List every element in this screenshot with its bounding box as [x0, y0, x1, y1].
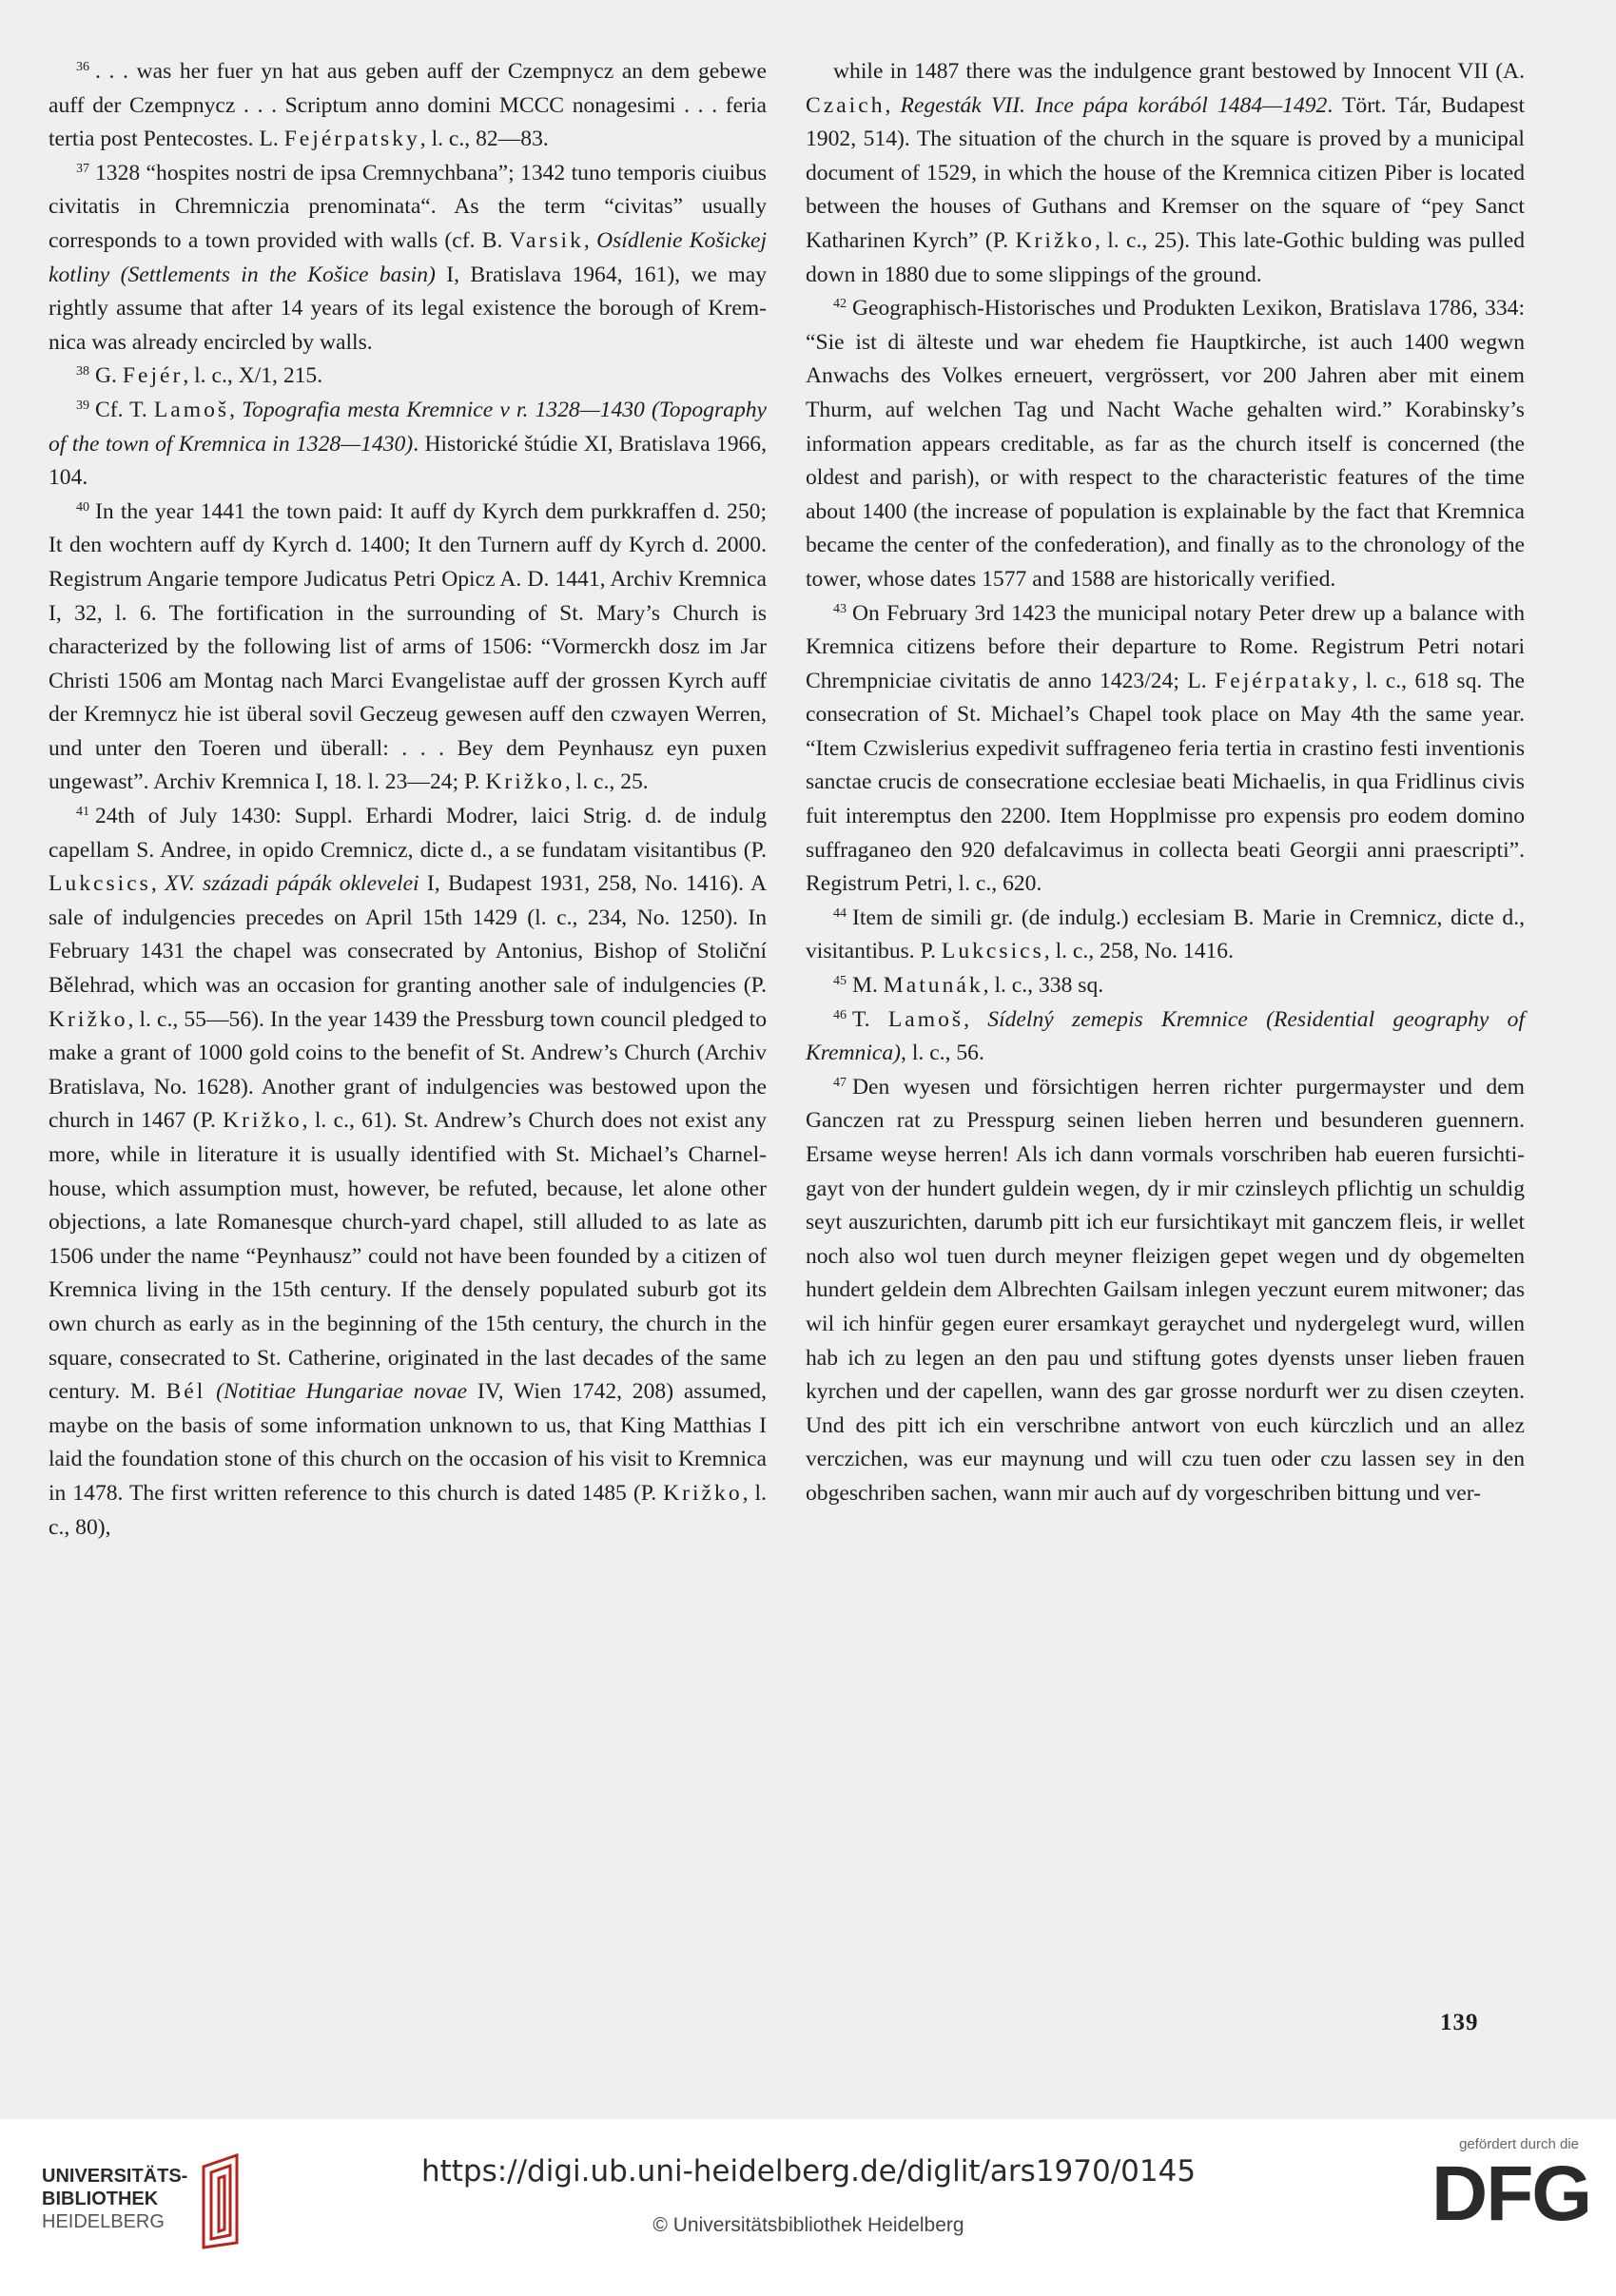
footnote: [49, 496, 767, 800]
footnote-number: 41: [76, 805, 89, 820]
footnote: [806, 969, 1525, 1003]
author-name: Lukcsics: [941, 939, 1044, 964]
author-name: Bél: [165, 1379, 206, 1405]
footnote-text: , l. c., 56.: [901, 1041, 984, 1066]
author-name: Matunák: [883, 973, 983, 999]
footnote-text: On February 3rd 1423 the municipal notary Peter drew up a balance with Kremnica citizens before their departure to Rome. Registrum Petri notari Chrempniciae civitatis de anno 1423/24; L.: [806, 600, 1525, 693]
footnote-text: In the year 1441 the town paid: It auff dy Kyrch dem purkkraffen d. 250; It den wochtern auff dy Kyrch d. 1400; It den Turnern auff dy Kyrch d. 2000. Registrum Angarie tempore Judicatus Petri Opicz A. D. 1441, Archiv Kremnica I, 32, l. 6. The fortification in the surrounding of St. Mary’s Church is characterized by the following list of arms of 1506: “Vormerckh dosz im Jar Christi 1506 am Montag nach Marci Evangelistae auff der grossen Kyrch auff der Kremnycz hie ist überal sovil Geczeug gewesen auff den czwayen Werren, und unter den Toeren und überall: . . . Bey dem Peynhausz eyn puxen ungewast”. Archiv Kremnica I, 18. l. 23—24; P.: [49, 498, 767, 795]
author-name: Czaich: [806, 92, 886, 118]
footnote-text: , l. c., 80),: [49, 1480, 767, 1540]
footnote-text: 24th of July 1430: Suppl. Erhardi Modrer, laici Strig. d. de indulg capellam S. Andree, in opido Cremnicz, dicte d., a se fundatam visitantibus (P.: [49, 804, 767, 863]
footnote: [806, 1071, 1525, 1511]
footnote: [806, 902, 1525, 969]
author-name: Lamoš: [153, 397, 230, 422]
footnote-number: 36: [76, 60, 89, 74]
footnote-text: I, Bratislava 1964, 161), we may rightly assume that after 14 years of its legal existence the borough of Kremnica was already encircled by walls.: [49, 262, 767, 355]
dfg-logo[interactable]: DFG: [1431, 2150, 1591, 2237]
footnote-number: 45: [833, 974, 847, 989]
footnote-text: , l. c., 25). This late-Gothic bulding was pulled down in 1880 due to some slippings of the ground.: [806, 227, 1526, 287]
author-name: Varsik: [509, 227, 584, 253]
footnote-number: 39: [76, 398, 89, 413]
copyright-notice: © Universitätsbibliothek Heidelberg: [652, 2214, 964, 2236]
footnote: [806, 597, 1525, 902]
footnote: [49, 394, 767, 496]
footnote-text: , l. c., 618 sq. The consecration of St. Michael’s Chapel took place on May 4th the same year. “Item Czwislerius expedivit suffrageneo feria tertia in crastino festi inventionis sanctae crucis de consecratione ecclesiae beati Michaelis, in qua Fridlinus civis fuit interemptus den 2200. Item Hopplmisse pro expensis pro eodem domino suffraganeo den 920 defalcavimus in collecta beati Georgii anni praescripti”. Registrum Petri, l. c., 620.: [806, 668, 1525, 897]
footnote-text: G.: [95, 363, 123, 389]
footnote: [806, 292, 1525, 596]
footnote-text: Item de simili gr. (de indulg.) ecclesiam B. Marie in Cremnicz, dicte d., visitantibus. P.: [806, 905, 1525, 964]
footnote-text: ,: [150, 871, 165, 897]
author-name: Križko: [485, 769, 565, 795]
author-name: Lukcsics: [49, 871, 151, 897]
footnote-text: I, Budapest 1931, 258, No. 1416). A sale of indulgencies precedes on April 15th 1429 (l. c., 234, No. 1250). In February 1431 the chapel was consecrated by Antonius, Bishop of Stoliční Bělehrad, which was an occasion for granting another sale of indulgencies (P.: [49, 871, 767, 999]
author-name: Križko: [223, 1108, 302, 1134]
library-name-line2: BIBLIOTHEK: [42, 2189, 159, 2209]
footnote-text: Den wyesen und försichtigen herren richter purgermayster und dem Ganczen rat zu Presspurg seinen lieben herren und besunderen guennern. Ersame weyse herren! Als ich dann vormals vorschriben hab eueren fursichtigayt von der hundert guldein wegen, dy ir mir czinsleych pflichtig un schuldig seyt auszurichten, darumb pitt ich eur fursichtikayt mit ganczem fleis, ir wellet noch also wol tuen durch meyner fleizigen gepet wegen und dy obgemelten hundert geldein dem Albrechten Gailsam inlegen yeczunt eurem mitwoner; das wil ich hinfür gegen eurer ersamkayt geraychet und nydergelegt wurd, willen hab ich zu legen an den pau und stiftung gotes dyensts unser lieben frauen kyrchen und der capellen, wann des gar grosse nordurft wer zu disen czeyten. Und des pitt ich ein verschribne antwort von euch kürczlich und an allez verczichen, was eur maynung und will czu tuen oder czu lassen sey in den obgeschriben sachen, wann mir auch auf dy vorgeschriben bittung und ver-: [806, 1074, 1525, 1506]
library-name-line1: UNIVERSITÄTS-: [42, 2166, 188, 2187]
footnote: [806, 55, 1525, 292]
footnote: [49, 800, 767, 1545]
footnote-number: 43: [833, 601, 847, 616]
footnote-text: while in 1487 there was the indulgence grant bestowed by Innocent VII (A.: [833, 59, 1525, 84]
footnote-text: , l. c., 82—83.: [419, 126, 549, 152]
author-name: Križko: [663, 1480, 743, 1506]
title-italic: (Notitiae Hungariae novae: [216, 1379, 468, 1405]
funder-note: gefördert durch die: [1459, 2136, 1579, 2152]
footnote: [49, 360, 767, 394]
footnote-text: . Tört. Tár, Budapest 1902, 514). The situation of the church in the square is proved by a municipal document of 1529, in which the house of the Kremnica citizen Piber is located between the houses of Guthans and Kremser on the square of “pey Sanct Katharinen Kyrch” (P.: [806, 92, 1526, 253]
footnote-text: , l. c., 338 sq.: [983, 973, 1104, 999]
title-italic: Regesták VII. Ince pápa korából 1484—1492: [900, 92, 1328, 118]
title-italic: Osídlenie Košickej kotliny (Settlements in the Košice basin): [49, 227, 767, 287]
footnote-text: M.: [852, 973, 884, 999]
footnote-text: , l. c., X/1, 215.: [183, 363, 323, 389]
page-number: 139: [1440, 2010, 1479, 2035]
title-italic: Topografia mesta Kremnice v r. 1328—1430 (Topography of the town of Kremnica in 1328—1430): [49, 397, 768, 457]
footnote-text: . . . was her fuer yn hat aus geben auff der Czempnycz an dem gebewe auff der Czempnycz . . . Scriptum anno domini MCCC nonagesimi . . . feria tertia post Pentecostes. L.: [49, 59, 767, 152]
footnote-text: T.: [852, 1006, 888, 1032]
footnote-number: 42: [833, 297, 847, 312]
author-name: Fejérpatsky: [283, 126, 420, 152]
footnote-text: ,: [964, 1006, 988, 1032]
footnote-text: Geographisch-Historisches und Produkten Lexikon, Bratislava 1786, 334: “Sie ist di älteste und war ehedem fie Hauptkirche, ist auch 1400 wegwn Anwachs des Volkes erneuert, vergrössert, vor 200 Jahren aber mit einem Thurm, auf welchen Tag und Nacht Wache gehalten wird.” Korabinsky’s information appears creditable, as far as the church itself is concerned (the oldest and parish), or with respect to the characteristic features of the time about 1400 (the increase of population is explainable by the fact that Kremnica became the center of the confederation), and finally as to the chronology of the tower, whose dates 1577 and 1588 are historically verified.: [806, 296, 1525, 592]
author-name: Fejérpataky: [1215, 668, 1353, 693]
footnote: [49, 157, 767, 360]
author-name: Fejér: [122, 363, 184, 389]
right-column: [806, 55, 1525, 1511]
footnote-text: ,: [583, 227, 597, 253]
footnote: [806, 1003, 1525, 1071]
footnote-number: 38: [76, 364, 89, 379]
footnote-text: ,: [885, 92, 901, 118]
footnote-number: 47: [833, 1075, 847, 1090]
author-name: Križko: [49, 1006, 128, 1032]
footnote-number: 40: [76, 499, 89, 515]
author-name: Križko: [1015, 227, 1096, 253]
library-name-line3: HEIDELBERG: [42, 2211, 165, 2232]
left-column: [49, 55, 767, 1545]
footnote-text: , l. c., 55—56). In the year 1439 the Pressburg town council pledged to make a grant of 1000 gold coins to the benefit of St. Andrew’s Church (Archiv Bratislava, No. 1628). Another grant of indulgencies was bestowed upon the church in 1467 (P.: [49, 1006, 767, 1134]
author-name: Lamoš: [887, 1006, 964, 1032]
permalink-url[interactable]: https://digi.ub.uni-heidelberg.de/diglit/ars1970/0145: [420, 2154, 1197, 2189]
footnote-text: ,: [229, 397, 243, 422]
footnote-text: 1328 “hospites nostri de ipsa Cremnychbana”; 1342 tuno temporis ciuibus civitatis in Chremniczia prenominata“. As the term “civitas” usually corresponds to a town provided with walls (cf. B.: [49, 160, 767, 253]
footnote-text: [205, 1379, 216, 1404]
footnote-number: 46: [833, 1007, 847, 1022]
footnote-text: IV, Wien 1742, 208) assumed, maybe on the basis of some information unknown to us, that King Matthias I laid the foundation stone of this church on the occasion of his visit to Kremnica in 1478. The first written reference to this church is dated 1485 (P.: [49, 1379, 767, 1506]
title-italic: Sídelný zemepis Kremnice (Residential geography of Kremnica): [806, 1006, 1526, 1066]
title-italic: XV. századi pápák oklevelei: [165, 871, 419, 897]
footnote-text: . Historické štúdie XI, Bratislava 1966, 104.: [49, 431, 768, 491]
footnote-text: , l. c., 25.: [564, 769, 649, 795]
footnote-number: 37: [76, 161, 89, 176]
footnote-text: , l. c., 61). St. Andrew’s Church does not exist any more, while in literature it is usually identified with St. Michael’s Charnel-house, which assumption must, however, be refuted, because, let alone other objections, a late Romanesque church-yard chapel, still alluded to as late as 1506 under the name “Peynhausz” could not have been founded by a citizen of Kremnica living in the 15th century. If the densely populated suburb got its own church as early as in the beginning of the 15th century, the church in the square, consecrated to St. Catherine, originated in the last decades of the same century. M.: [49, 1108, 767, 1405]
footnote-text: , l. c., 258, No. 1416.: [1043, 939, 1235, 964]
footnote-text: Cf. T.: [95, 397, 154, 422]
footnote: [49, 55, 767, 157]
footnote-number: 44: [833, 905, 847, 921]
